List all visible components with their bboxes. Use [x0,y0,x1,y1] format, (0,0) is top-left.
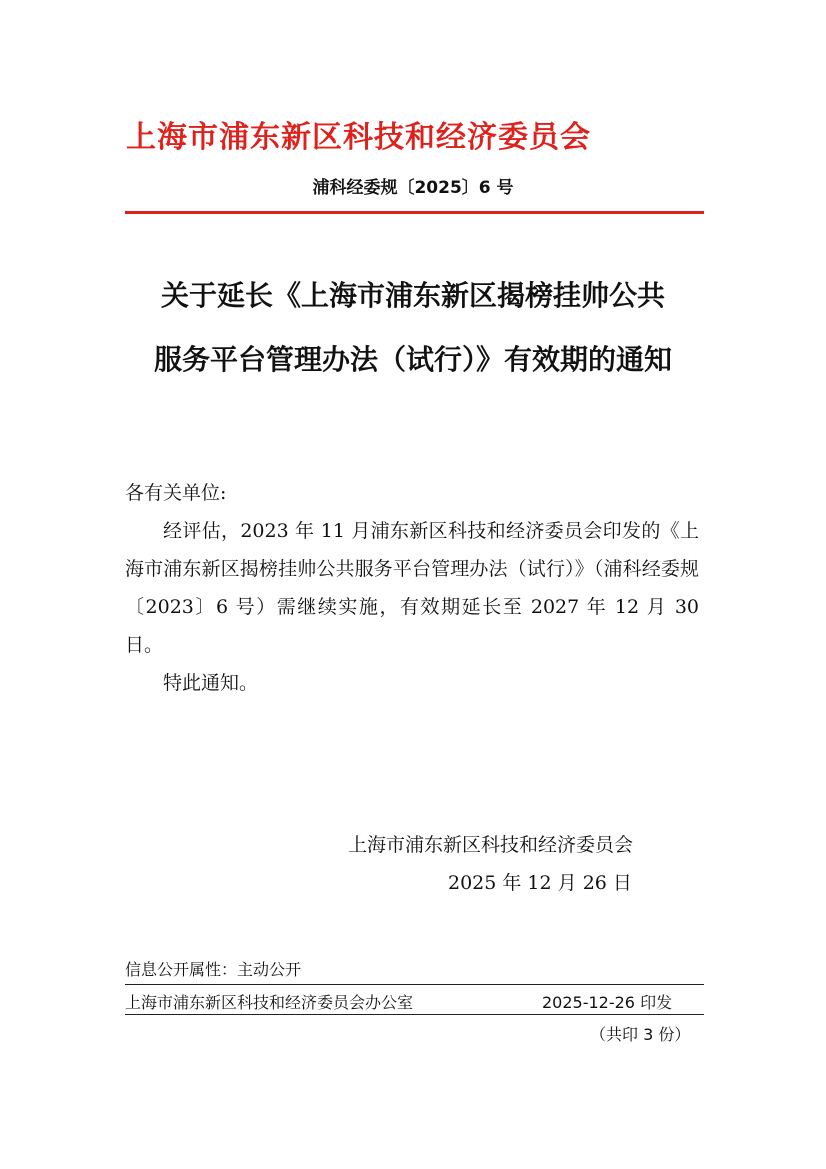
print-date: 2025-12-26 印发 [542,993,673,1012]
red-separator-line [125,211,704,214]
document-number: 浦科经委规〔2025〕6 号 [312,178,514,198]
notice-title-line-2: 服务平台管理办法（试行）》有效期的通知 [153,343,672,376]
closing-line: 特此通知。 [163,672,259,694]
issuer-heading: 上海市浦东新区科技和经济委员会 [126,120,591,155]
notice-title-line-1: 关于延长《上海市浦东新区揭榜挂帅公共 [160,279,665,312]
signature-organization: 上海市浦东新区科技和经济委员会 [348,834,634,856]
disclosure-attribute: 信息公开属性：主动公开 [125,960,302,979]
salutation: 各有关单位: [125,482,227,504]
copies-count: （共印 3 份） [590,1025,691,1044]
footer-rule-top [125,984,704,985]
body-paragraph: 经评估，2023 年 11 月浦东新区科技和经济委员会印发的《上海市浦东新区揭榜挂帅公共服务平台管理办法（试行）》（浦科经委规〔2023〕6 号）需继续实施，有效期延长至 2027 年 12 月 30 日。 [125,520,699,656]
signature-date: 2025 年 12 月 26 日 [448,872,632,894]
issuing-office: 上海市浦东新区科技和经济委员会办公室 [125,993,414,1012]
footer-rule-bottom [125,1014,704,1015]
